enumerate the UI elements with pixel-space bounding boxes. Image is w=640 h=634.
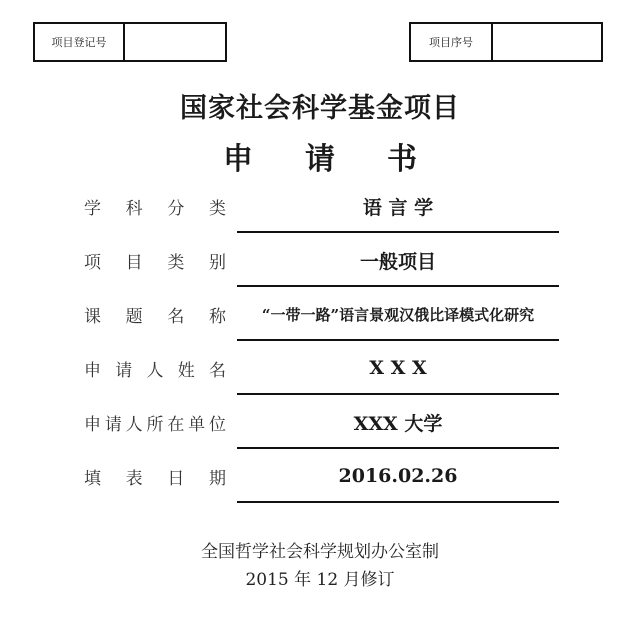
applicant-name-row (0, 341, 640, 395)
project-type-label-char: 目 (125, 252, 143, 273)
applicant-institution-label-char: 请 (104, 414, 122, 435)
sequence-number-box (409, 22, 603, 62)
applicant-name-label-char: 姓 (177, 360, 195, 381)
applicant-name-label-char: 人 (146, 360, 164, 381)
fill-date-label-char: 表 (125, 468, 143, 489)
applicant-institution-label-char: 申 (84, 414, 101, 435)
fill-date-label-char: 期 (208, 468, 226, 489)
project-type-row (0, 233, 640, 287)
fill-date-value[interactable]: 2016.02.26 (338, 465, 458, 487)
fill-date-row (0, 449, 640, 503)
applicant-institution-label-char: 单 (188, 414, 206, 435)
applicant-name-value[interactable]: X X X (369, 357, 427, 379)
project-title-label-char: 题 (125, 306, 143, 327)
footer-issuer: 全国哲学社会科学规划办公室制 (201, 542, 439, 562)
subject-category-label-char: 科 (125, 198, 143, 219)
applicant-institution-label-char: 在 (167, 414, 185, 435)
applicant-institution-value[interactable]: XXX 大学 (353, 412, 443, 435)
project-title-label-char: 称 (208, 306, 226, 327)
applicant-name-label-char: 申 (84, 360, 101, 381)
project-title-row (0, 287, 640, 341)
project-type-label-char: 项 (84, 252, 101, 273)
fill-date-label (84, 449, 226, 503)
applicant-institution-label-char: 人 (125, 414, 143, 435)
fill-date-underline (237, 501, 559, 503)
project-title-label-char: 课 (84, 306, 101, 327)
footer-revision: 2015 年 12 月修订 (245, 570, 395, 590)
applicant-institution-label (84, 395, 226, 449)
applicant-name-label-char: 名 (209, 360, 226, 381)
subject-category-label-char: 学 (84, 198, 101, 219)
project-type-label (84, 233, 226, 287)
applicant-institution-label-char: 位 (208, 414, 226, 435)
project-title-label-char: 名 (167, 306, 185, 327)
subject-category-label (84, 179, 226, 233)
fill-date-label-char: 填 (84, 468, 101, 489)
sequence-number-field[interactable] (493, 24, 601, 60)
project-title-value[interactable]: “一带一路”语言景观汉俄比译模式化研究 (261, 305, 535, 324)
registration-number-field[interactable] (125, 24, 225, 60)
project-type-label-char: 别 (208, 252, 226, 273)
subject-category-row (0, 179, 640, 233)
document-subtitle: 申请书 (223, 142, 469, 177)
registration-number-box (33, 22, 227, 62)
registration-number-label: 项目登记号 (35, 24, 125, 60)
project-type-value[interactable]: 一般项目 (359, 250, 436, 273)
document-title: 国家社会科学基金项目 (180, 93, 460, 124)
subject-category-label-char: 类 (208, 198, 226, 219)
fill-date-label-char: 日 (167, 468, 185, 489)
project-title-label (84, 287, 226, 341)
applicant-institution-label-char: 所 (146, 414, 164, 435)
applicant-institution-row (0, 395, 640, 449)
sequence-number-label: 项目序号 (411, 24, 493, 60)
applicant-name-label-char: 请 (115, 360, 133, 381)
subject-category-label-char: 分 (167, 198, 185, 219)
project-type-label-char: 类 (167, 252, 185, 273)
subject-category-value[interactable]: 语 言 学 (362, 196, 434, 219)
applicant-name-label (84, 341, 226, 395)
